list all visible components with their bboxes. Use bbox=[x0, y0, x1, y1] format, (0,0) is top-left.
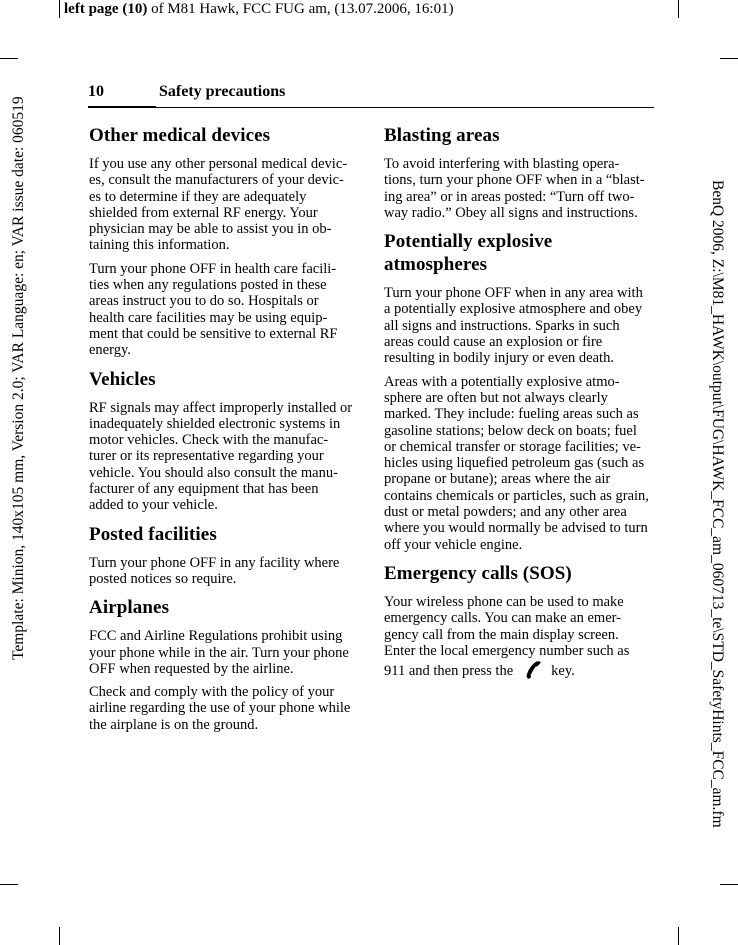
paragraph: Areas with a potentially explosive atmo-sphere are often but not always clearly marked. They include: fueling areas such as gasoline stations; below deck on boats; fuel or chemical transfer or storage facilities; ve-hicles using liquefied petroleum gas (such as propane or butane); areas where the air contains chemicals or particles, such as grain, dust or metal powders; and any other area where you would normally be advised to turn off your vehicle engine. bbox=[384, 373, 649, 553]
section-heading: Airplanes bbox=[89, 597, 170, 619]
call-key-icon bbox=[519, 659, 547, 681]
paragraph: FCC and Airline Regulations prohibit using your phone while in the air. Turn your phone OFF when requested by the airline. bbox=[89, 628, 349, 677]
section-heading: Potentially explosive atmospheres bbox=[384, 231, 553, 276]
section-heading: Posted facilities bbox=[89, 523, 217, 545]
crop-mark bbox=[0, 884, 18, 885]
page-number: 10 bbox=[88, 83, 104, 100]
section-heading: Other medical devices bbox=[89, 125, 271, 146]
paragraph: Turn your phone OFF when in any area with a potentially explosive atmosphere and obey all signs and instructions. Sparks in such areas could cause an explosion or fire resulting in bodily injury or even death. bbox=[384, 285, 643, 367]
paragraph bbox=[384, 594, 651, 681]
header-rule bbox=[88, 107, 654, 108]
paragraph: If you use any other personal medical devic-es, consult the manufacturers of your devic-es to determine if they are adequately shielded from external RF energy. Your physician may be able to assist you in ob-taining this information. bbox=[89, 156, 348, 254]
right-column bbox=[384, 124, 651, 690]
side-template-info bbox=[10, 64, 28, 664]
paragraph: RF signals may affect improperly installed or inadequately shielded electronic systems in motor vehicles. Check with the manufac-turer or its representative regarding your vehicle. You should also consult the manu-facturer of any equipment that has been added to your vehicle. bbox=[89, 399, 353, 514]
print-header-left-page: left page bbox=[64, 1, 119, 17]
section-heading: Vehicles bbox=[89, 368, 156, 390]
crop-mark bbox=[59, 927, 60, 945]
running-head bbox=[88, 82, 654, 109]
crop-mark bbox=[59, 0, 60, 18]
emergency-text-end: key. bbox=[551, 663, 575, 680]
chapter-title: Safety precautions bbox=[159, 83, 286, 100]
paragraph: Turn your phone OFF in health care facili-ties when any regulations posted in these areas instruct you to do so. Hospitals or health care facilities may be using equip-ment that could be sensitive to external RF energy. bbox=[89, 260, 338, 359]
paragraph: Check and comply with the policy of your airline regarding the use of your phone while the airplane is on the ground. bbox=[89, 684, 351, 733]
section-explosive-atmospheres bbox=[384, 230, 651, 553]
section-emergency-calls bbox=[384, 562, 651, 681]
side-template-text: Template: Minion, 140x105 mm, Version 2.0; VAR Language: en; VAR issue date: 060519 bbox=[10, 96, 27, 660]
paragraph: To avoid interfering with blasting opera-tions, turn your phone OFF when in a “blast-ing area” or in areas posted: “Turn off two-way radio.” Obey all signs and instructions. bbox=[384, 156, 645, 221]
crop-mark bbox=[678, 927, 679, 945]
side-file-path-text: BenQ 2006, Z:\M81_HAWK\output\FUG\HAWK_FCC_am_060713_te\STD_SafetyHints_FCC_am.fm bbox=[709, 180, 726, 828]
print-header-page-num: (10) bbox=[122, 1, 148, 17]
section-posted-facilities bbox=[89, 523, 354, 588]
paragraph: Turn your phone OFF in any facility where posted notices so require. bbox=[89, 554, 340, 587]
crop-mark bbox=[720, 884, 738, 885]
crop-mark bbox=[678, 0, 679, 18]
emergency-text: Your wireless phone can be used to make emergency calls. You can make an emer-gency call from the main display screen. Enter the local emergency number such as 911 and then press the bbox=[384, 593, 630, 680]
section-heading: Blasting areas bbox=[384, 125, 500, 146]
section-vehicles bbox=[89, 368, 354, 514]
print-header-info: of M81 Hawk, FCC FUG am, (13.07.2006, 16:01) bbox=[151, 1, 454, 17]
section-airplanes bbox=[89, 596, 354, 733]
section-blasting-areas bbox=[384, 124, 651, 221]
section-heading: Emergency calls (SOS) bbox=[384, 562, 572, 584]
crop-mark bbox=[720, 58, 738, 59]
side-file-path bbox=[708, 180, 726, 880]
left-column bbox=[89, 124, 354, 742]
section-other-medical-devices bbox=[89, 124, 354, 359]
crop-mark bbox=[0, 58, 18, 59]
print-header bbox=[64, 0, 454, 18]
